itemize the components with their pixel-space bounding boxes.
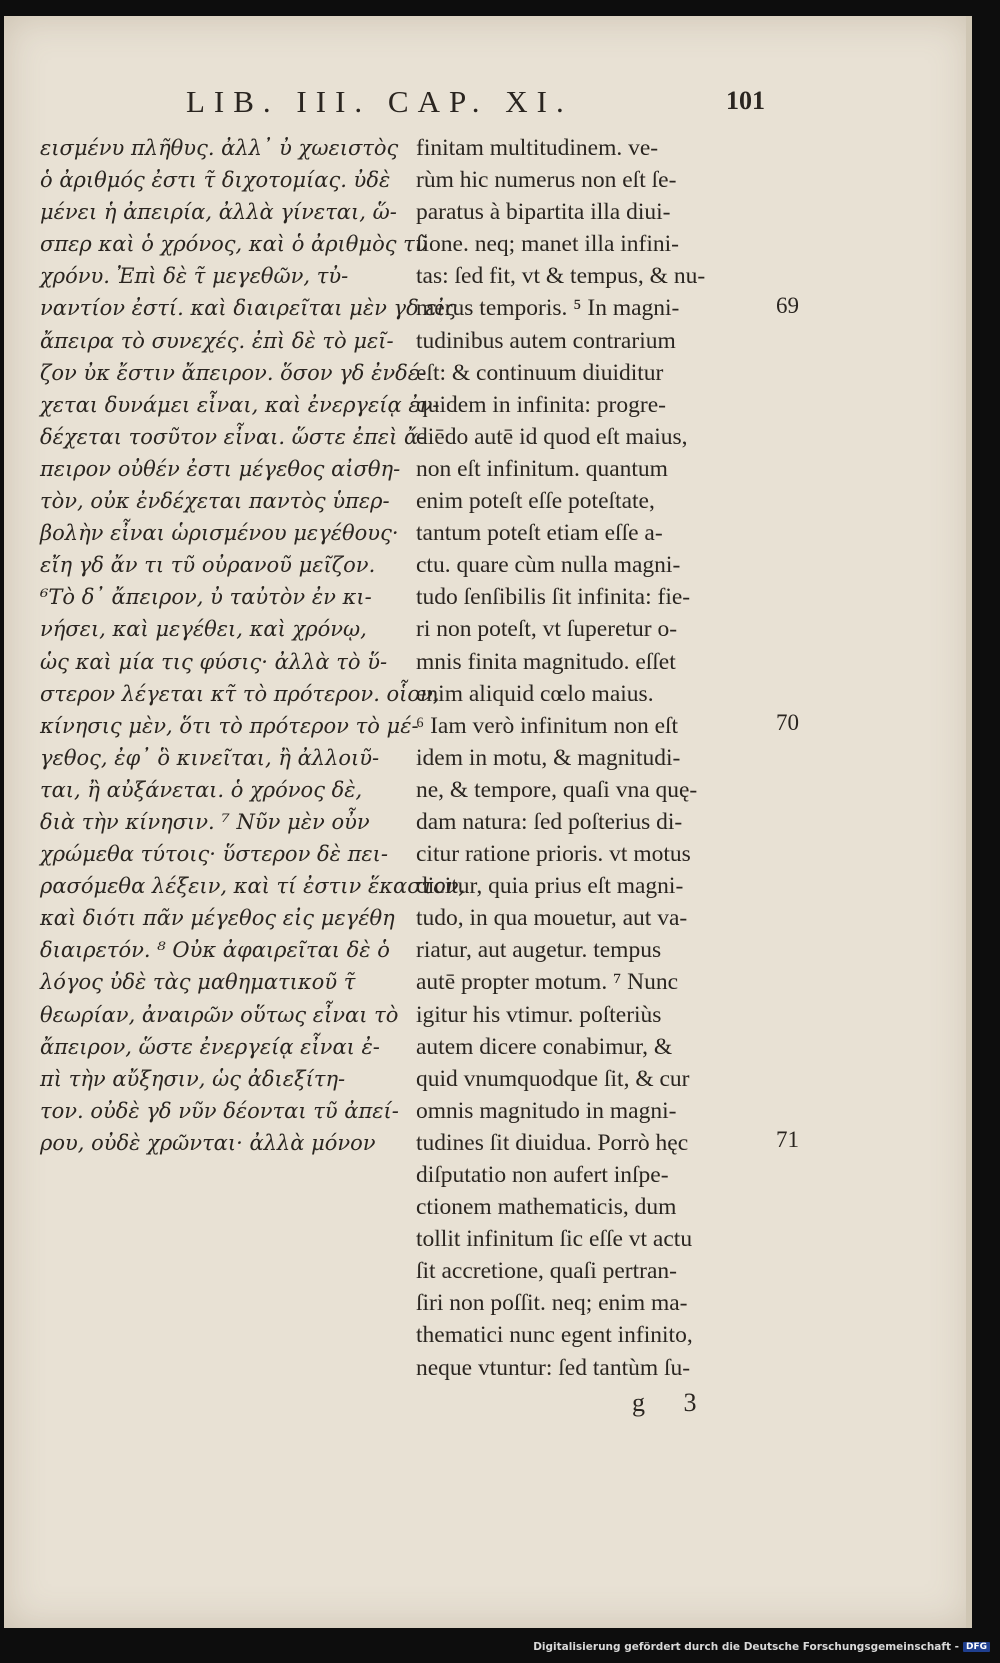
latin-text-line: merus temporis. ⁵ In magni- (416, 295, 680, 322)
greek-text-line: γεθος, ἐφ᾽ ὃ κινεῖται, ἢ ἀλλοιῦ- (40, 745, 380, 770)
latin-text-line: eſt: & continuum diuiditur (416, 359, 664, 386)
latin-text-line: tudines ſit diuidua. Porrò hęc (416, 1129, 689, 1156)
latin-text-line: diſputatio non aufert inſpe- (416, 1162, 669, 1188)
latin-text-line: ctu. quare cùm nulla magni- (416, 552, 681, 579)
latin-text-line: ſione. neq; manet illa infini- (416, 231, 679, 258)
latin-text-line: ri non poteſt, vt ſuperetur o- (416, 616, 678, 643)
latin-text-line: autē propter motum. ⁷ Nunc (416, 969, 679, 996)
margin-number: 71 (776, 1127, 799, 1153)
greek-text-line: διαιρετόν. ⁸ Οὐκ ἀφαιρεῖται δὲ ὁ (40, 938, 390, 963)
latin-column (416, 132, 776, 1384)
latin-text-line: tollit infinitum ſic eſſe vt actu (416, 1226, 693, 1253)
latin-text-line: quidem in infinita: progre- (416, 391, 666, 418)
latin-text-line: tudinibus autem contrarium (416, 327, 676, 354)
latin-text-line: ſiri non poſſit. neq; enim ma- (416, 1290, 688, 1317)
greek-text-line: ὡς καὶ μία τις φύσις· ἀλλὰ τὸ ὕ- (40, 649, 388, 674)
latin-text-line: finitam multitudinem. ve- (416, 135, 659, 161)
latin-text-line: ſit accretione, quaſi pertran- (416, 1258, 677, 1285)
latin-text-line: mnis finita magnitudo. eſſet (416, 648, 676, 675)
greek-text-line: ζον ὐκ ἔστιν ἄπειρον. ὅσον γδ ἐνδέ- (40, 360, 427, 385)
latin-text-line: omnis magnitudo in magni- (416, 1097, 677, 1124)
margin-number: 69 (776, 292, 799, 318)
greek-text-line: ⁶Τὸ δ᾽ ἄπειρον, ὐ ταὐτὸν ἐν κι- (40, 585, 372, 610)
latin-text-line: tudo, in qua mouetur, aut va- (416, 905, 688, 932)
greek-text-line: ρασόμεθα λέξειν, καὶ τί ἐστιν ἕκαστον, (40, 874, 466, 899)
latin-text-line: ne, & tempore, quaſi vna quę- (416, 776, 698, 803)
latin-text-line: igitur his vtimur. poſteriùs (416, 1001, 662, 1028)
latin-text-line: thematici nunc egent infinito, (416, 1322, 693, 1349)
latin-text-line: tas: ſed fit, vt & tempus, & nu- (416, 263, 706, 290)
latin-text-line: ctionem mathematicis, dum (416, 1194, 677, 1221)
greek-text-line: χρώμεθα τύτοις· ὕστερον δὲ πει- (40, 842, 389, 867)
greek-text-line: τὸν, οὐκ ἐνδέχεται παντὸς ὑπερ- (40, 489, 390, 514)
greek-text-line: θεωρίαν, ἀναιρῶν οὕτως εἶναι τὸ (40, 1002, 399, 1027)
greek-text-line: ὁ ἀριθμός ἐστι τ̃ διχοτομίας. ὐδὲ (40, 168, 391, 193)
greek-text-line: εισμένυ πλῆθυς. ἀλλ᾽ ὐ χωειστὸς (40, 136, 399, 160)
greek-text-line: χρόνυ. Ἐπὶ δὲ τ̃ μεγεθῶν, τὐ- (40, 264, 349, 289)
greek-text-line: ἄπειρον, ὥστε ἐνεργείᾳ εἶναι ἐ- (40, 1034, 380, 1059)
latin-text-line: non eſt infinitum. quantum (416, 455, 668, 482)
greek-text-line: λόγος ὐδὲ τὰς μαθηματικοῦ τ̃ (40, 970, 356, 995)
margin-number: 70 (776, 709, 799, 735)
page-header (4, 84, 972, 124)
greek-text-line: στερον λέγεται κτ̃ τὸ πρότερον. οἷον, (40, 681, 440, 706)
greek-text-line: καὶ διότι πᾶν μέγεθος εἰς μεγέθη (40, 906, 395, 931)
latin-text-line: enim aliquid cœlo maius. (416, 680, 654, 707)
greek-text-line: διὰ τὴν κίνησιν. ⁷ Νῦν μὲν οὖν (40, 809, 370, 834)
latin-text-line: ⁶ Iam verò infinitum non eſt (416, 712, 679, 739)
dfg-logo: DFG (963, 1642, 990, 1652)
latin-text-line: idem in motu, & magnitudi- (416, 744, 681, 771)
greek-column (40, 132, 466, 1159)
latin-text-line: dicitur, quia prius eſt magni- (416, 873, 684, 900)
greek-text-line: πειρον οὐθέν ἐστι μέγεθος αἰσθη- (40, 456, 401, 481)
latin-text-line: dam natura: ſed poſterius di- (416, 808, 683, 835)
latin-text-line: rùm hic numerus non eſt ſe- (416, 167, 677, 194)
page-number: 101 (726, 86, 765, 115)
greek-text-line: εἴη γδ ἄν τι τῦ οὐρανοῦ μεῖζον. (40, 553, 376, 578)
greek-text-line: ται, ἢ αὐξάνεται. ὁ χρόνος δὲ, (40, 777, 363, 802)
digitization-credit (0, 1641, 1000, 1663)
latin-text-line: enim poteſt eſſe poteſtate, (416, 488, 655, 515)
signature-mark: g 3 (632, 1388, 713, 1417)
running-head: LIB. III. CAP. XI. (186, 84, 573, 119)
latin-text-line: tantum poteſt etiam eſſe a- (416, 520, 663, 547)
credit-text: Digitalisierung gefördert durch die Deutsche Forschungsgemeinschaft - (533, 1641, 959, 1653)
book-page (4, 16, 972, 1628)
latin-text-line: autem dicere conabimur, & (416, 1033, 673, 1060)
latin-text-line: citur ratione prioris. vt motus (416, 841, 691, 868)
greek-text-line: κίνησις μὲν, ὅτι τὸ πρότερον τὸ μέ- (40, 713, 419, 738)
greek-text-line: πὶ τὴν αὔξησιν, ὡς ἀδιεξίτη- (40, 1066, 346, 1091)
latin-text-line: diēdo autē id quod eſt maius, (416, 423, 688, 450)
page-edge (966, 16, 972, 1628)
greek-text-line: σπερ καὶ ὁ χρόνος, καὶ ὁ ἀριθμὸς τῦ (40, 232, 428, 257)
greek-text-line: νήσει, καὶ μεγέθει, καὶ χρόνῳ, (40, 617, 367, 642)
greek-text-line: βολὴν εἶναι ὡρισμένου μεγέθους· (40, 521, 399, 546)
greek-text-line: μένει ἡ ἀπειρία, ἀλλὰ γίνεται, ὥ- (40, 200, 397, 225)
greek-text-line: χεται δυνάμει εἶναι, καὶ ἐνεργείᾳ ἐν- (40, 392, 440, 417)
latin-text-line: quid vnumquodque ſit, & cur (416, 1065, 690, 1092)
greek-text-line: τον. οὐδὲ γδ νῦν δέονται τῦ ἀπεί- (40, 1098, 399, 1123)
greek-text-line: ρου, οὐδὲ χρῶνται· ἀλλὰ μόνον (40, 1130, 376, 1155)
greek-text-line: δέχεται τοσῦτον εἶναι. ὥστε ἐπεὶ ἄ- (40, 424, 426, 449)
latin-text-line: neque vtuntur: ſed tantùm ſu- (416, 1354, 691, 1381)
greek-text-line: ἄπειρα τὸ συνεχές. ἐπὶ δὲ τὸ μεῖ- (40, 328, 394, 353)
latin-text-line: paratus à bipartita illa diui- (416, 199, 671, 226)
latin-text-line: tudo ſenſibilis ſit infinita: fie- (416, 584, 691, 611)
greek-text-line: ναντίον ἐστί. καὶ διαιρεῖται μὲν γδ εἰς (40, 296, 457, 321)
latin-text-line: riatur, aut augetur. tempus (416, 937, 662, 964)
